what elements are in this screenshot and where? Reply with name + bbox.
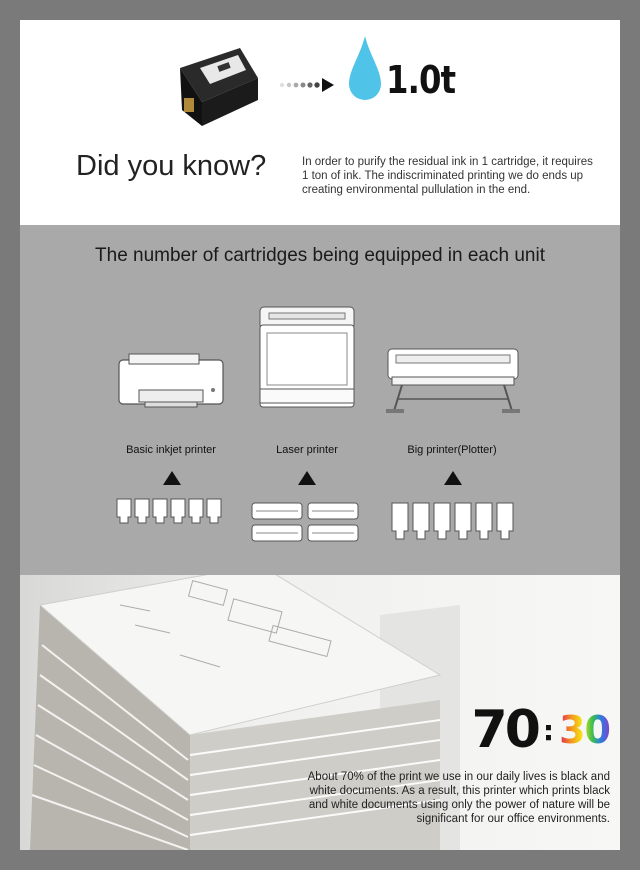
ratio-color-value: 30 bbox=[559, 708, 610, 752]
cartridge-count-section bbox=[20, 225, 620, 575]
ink-amount: 1.0t bbox=[386, 58, 456, 102]
inkjet-cartridges-icon bbox=[115, 497, 225, 525]
plotter-printer-icon bbox=[384, 343, 522, 415]
printer-label-inkjet: Basic inkjet printer bbox=[126, 444, 216, 456]
ratio-description: About 70% of the print we use in our daily lives is black and white documents. As a result, this printer which prints black and white documents using only the power of nature will be significant for our office environments. bbox=[307, 771, 610, 825]
printer-label-plotter: Big printer(Plotter) bbox=[407, 444, 497, 456]
arrow-right-icon bbox=[278, 76, 334, 94]
fact-description: In order to purify the residual ink in 1 cartridge, it requires 1 ton of ink. The indiscriminated printing we do ends up creating environmental pullulation in the end. bbox=[302, 156, 593, 196]
printer-label-laser: Laser printer bbox=[276, 444, 338, 456]
ink-drop-icon bbox=[348, 34, 382, 104]
ratio-bw-value: 70 bbox=[471, 700, 538, 760]
did-you-know-section bbox=[20, 20, 620, 225]
bw-color-ratio bbox=[472, 700, 610, 760]
plotter-cartridges-icon bbox=[390, 501, 520, 541]
infographic bbox=[20, 20, 620, 850]
ink-cartridge-icon bbox=[172, 38, 264, 128]
laser-printer-icon bbox=[257, 303, 357, 413]
paper-ratio-section bbox=[20, 575, 620, 850]
ratio-separator: : bbox=[542, 713, 555, 747]
headline: Did you know? bbox=[76, 150, 267, 182]
inkjet-printer-icon bbox=[115, 350, 227, 410]
triangle-up-icon bbox=[163, 471, 181, 485]
laser-toners-icon bbox=[250, 501, 362, 543]
section-title: The number of cartridges being equipped in each unit bbox=[95, 245, 545, 266]
triangle-up-icon bbox=[444, 471, 462, 485]
triangle-up-icon bbox=[298, 471, 316, 485]
